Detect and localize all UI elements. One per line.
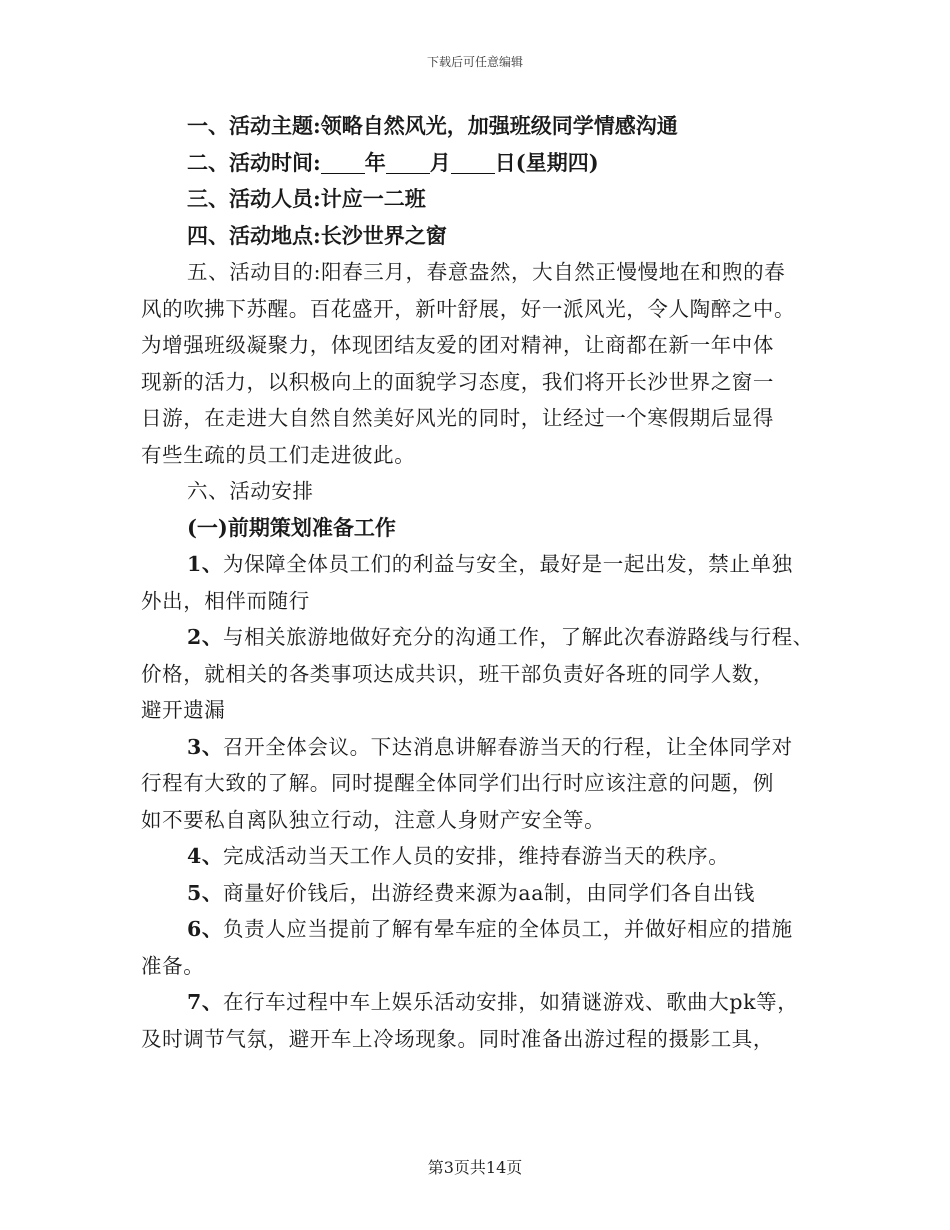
list-item-first-line [141,875,831,912]
list-item-text: 负责人应当提前了解有晕车症的全体员工，并做好相应的措施 [222,917,793,941]
list-item-first-line [141,619,831,656]
blank-line-month [386,153,430,174]
list-item-number: 4、 [187,844,223,868]
list-item-text: 在行车过程中车上娱乐活动安排，如猜谜游戏、歌曲大pk等， [222,990,799,1014]
list-item-text: 商量好价钱后，出游经费来源为aa制，由同学们各自出钱 [222,880,756,905]
page-footer: 第3页共14页 [427,1158,523,1177]
heading-time-month: 月 [429,149,451,175]
list-item-number: 5、 [187,880,223,905]
list-item-text: 为保障全体员工们的利益与安全，最好是一起出发，禁止单独 [222,552,793,576]
list-item-first-line [141,984,831,1021]
document-body [141,108,831,1057]
list-item-number: 6、 [187,917,223,941]
page-header: 下载后可任意编辑 [426,55,523,69]
list-item-text: 完成活动当天工作人员的安排，维持春游当天的秩序。 [222,844,730,868]
purpose-line: 为增强班级凝聚力，体现团结友爱的团对精神，让商都在新一年中体 [141,333,774,357]
list-item-text: 召开全体会议。下达消息讲解春游当天的行程，让全体同学对 [222,734,793,759]
list-item-first-line [141,729,831,766]
arrangement-title: 六、活动安排 [187,479,314,503]
list-item-line: 及时调节气氛，避开车上冷场现象。同时准备出游过程的摄影工具， [141,1026,774,1051]
heading-time [141,145,831,182]
list-item-line: 价格，就相关的各类事项达成共识，班干部负责好各班的同学人数， [141,661,774,686]
list-item [141,546,831,619]
blank-line-year [321,153,365,174]
heading-time-prefix: 二、活动时间: [187,149,321,175]
list-item [141,911,831,984]
list-item-number: 7、 [187,990,223,1014]
blank-line-day [451,153,495,174]
list-item [141,838,831,875]
list-item [141,729,831,839]
list-item-number: 3、 [187,734,223,759]
list-item-first-line [141,838,831,875]
list-item-line: 外出，相伴而随行 [141,588,310,613]
purpose-line: 有些生疏的员工们走进彼此。 [141,442,416,467]
heading-theme: 一、活动主题:领略自然风光，加强班级同学情感沟通 [187,113,678,138]
list-item-line: 如不要私自离队独立行动，注意人身财产安全等。 [141,807,606,832]
purpose-line: 五、活动目的:阳春三月，春意盎然，大自然正慢慢地在和煦的春 [187,260,786,284]
list-item-first-line [141,546,831,583]
list-item-number: 1、 [187,552,223,576]
list-item-line: 避开遗漏 [141,698,226,722]
heading-time-year: 年 [364,149,386,175]
arrangement-subtitle: (一)前期策划准备工作 [187,514,396,540]
purpose-line: 现新的活力，以积极向上的面貌学习态度，我们将开长沙世界之窗一 [141,369,774,394]
heading-people: 三、活动人员:计应一二班 [187,186,426,211]
list-item [141,619,831,729]
list-item [141,875,831,912]
list-item [141,984,831,1057]
list-item-text: 与相关旅游地做好充分的沟通工作，了解此次春游路线与行程、 [222,625,814,649]
list-item-line: 行程有大致的了解。同时提醒全体同学们出行时应该注意的问题，例 [141,771,774,795]
heading-location: 四、活动地点:长沙世界之窗 [187,222,447,248]
purpose-line: 日游，在走进大自然自然美好风光的同时，让经过一个寒假期后显得 [141,406,774,430]
purpose-line: 风的吹拂下苏醒。百花盛开，新叶舒展，好一派风光，令人陶醉之中。 [141,296,796,321]
list-item-first-line [141,911,831,948]
list-item-number: 2、 [187,625,223,649]
heading-time-day: 日(星期四) [494,149,599,175]
list-item-line: 准备。 [141,953,205,978]
